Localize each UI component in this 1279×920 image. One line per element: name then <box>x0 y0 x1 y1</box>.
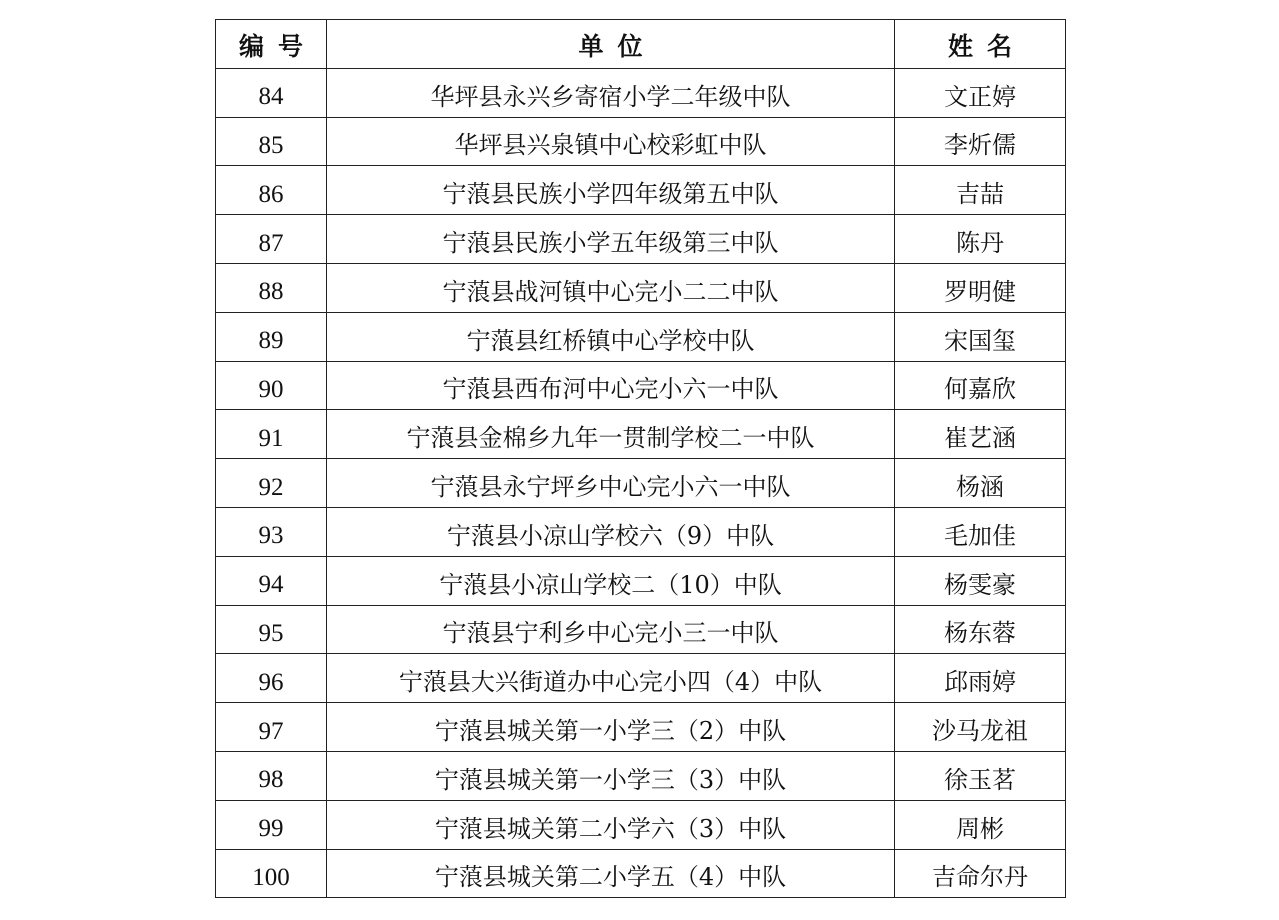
table-row <box>216 703 1066 752</box>
cell-name: 杨涵 <box>895 459 1066 508</box>
table-header <box>216 20 1066 69</box>
cell-unit: 宁蒗县城关第二小学六（3）中队 <box>327 800 895 849</box>
table-row <box>216 215 1066 264</box>
cell-unit: 宁蒗县民族小学四年级第五中队 <box>327 166 895 215</box>
table-row <box>216 459 1066 508</box>
cell-number: 97 <box>216 703 327 752</box>
cell-name: 吉命尔丹 <box>895 849 1066 898</box>
table-row <box>216 117 1066 166</box>
cell-name: 毛加佳 <box>895 507 1066 556</box>
cell-number: 92 <box>216 459 327 508</box>
cell-number: 85 <box>216 117 327 166</box>
table-body <box>216 68 1066 898</box>
table-row <box>216 507 1066 556</box>
cell-number: 87 <box>216 215 327 264</box>
table-row <box>216 800 1066 849</box>
cell-unit: 宁蒗县小凉山学校二（10）中队 <box>327 556 895 605</box>
cell-unit: 宁蒗县永宁坪乡中心完小六一中队 <box>327 459 895 508</box>
cell-name: 邱雨婷 <box>895 654 1066 703</box>
cell-number: 95 <box>216 605 327 654</box>
cell-unit: 华坪县永兴乡寄宿小学二年级中队 <box>327 68 895 117</box>
cell-unit: 宁蒗县战河镇中心完小二二中队 <box>327 263 895 312</box>
cell-name: 宋国玺 <box>895 312 1066 361</box>
cell-number: 100 <box>216 849 327 898</box>
cell-name: 李炘儒 <box>895 117 1066 166</box>
cell-number: 86 <box>216 166 327 215</box>
cell-unit: 宁蒗县大兴街道办中心完小四（4）中队 <box>327 654 895 703</box>
cell-name: 何嘉欣 <box>895 361 1066 410</box>
table-row <box>216 361 1066 410</box>
roster-table <box>215 19 1066 898</box>
cell-name: 周彬 <box>895 800 1066 849</box>
cell-name: 吉喆 <box>895 166 1066 215</box>
table-row <box>216 410 1066 459</box>
table-row <box>216 605 1066 654</box>
cell-number: 99 <box>216 800 327 849</box>
column-header-number: 编号 <box>216 20 327 69</box>
cell-unit: 华坪县兴泉镇中心校彩虹中队 <box>327 117 895 166</box>
cell-name: 崔艺涵 <box>895 410 1066 459</box>
cell-number: 84 <box>216 68 327 117</box>
header-row <box>216 20 1066 69</box>
cell-unit: 宁蒗县宁利乡中心完小三一中队 <box>327 605 895 654</box>
cell-number: 89 <box>216 312 327 361</box>
cell-unit: 宁蒗县金棉乡九年一贯制学校二一中队 <box>327 410 895 459</box>
cell-number: 88 <box>216 263 327 312</box>
table-row <box>216 263 1066 312</box>
cell-number: 90 <box>216 361 327 410</box>
cell-number: 94 <box>216 556 327 605</box>
cell-name: 沙马龙祖 <box>895 703 1066 752</box>
table-row <box>216 849 1066 898</box>
table-row <box>216 654 1066 703</box>
cell-name: 陈丹 <box>895 215 1066 264</box>
cell-unit: 宁蒗县红桥镇中心学校中队 <box>327 312 895 361</box>
table-row <box>216 751 1066 800</box>
cell-unit: 宁蒗县西布河中心完小六一中队 <box>327 361 895 410</box>
cell-name: 杨东蓉 <box>895 605 1066 654</box>
cell-unit: 宁蒗县民族小学五年级第三中队 <box>327 215 895 264</box>
cell-number: 96 <box>216 654 327 703</box>
cell-number: 91 <box>216 410 327 459</box>
cell-name: 罗明健 <box>895 263 1066 312</box>
cell-unit: 宁蒗县城关第一小学三（3）中队 <box>327 751 895 800</box>
cell-unit: 宁蒗县小凉山学校六（9）中队 <box>327 507 895 556</box>
cell-number: 98 <box>216 751 327 800</box>
table-row <box>216 556 1066 605</box>
table-row <box>216 312 1066 361</box>
cell-unit: 宁蒗县城关第一小学三（2）中队 <box>327 703 895 752</box>
table-row <box>216 166 1066 215</box>
column-header-name: 姓名 <box>895 20 1066 69</box>
cell-name: 文正婷 <box>895 68 1066 117</box>
table-row <box>216 68 1066 117</box>
column-header-unit: 单位 <box>327 20 895 69</box>
document-page <box>215 19 1065 898</box>
cell-number: 93 <box>216 507 327 556</box>
cell-name: 徐玉茗 <box>895 751 1066 800</box>
cell-unit: 宁蒗县城关第二小学五（4）中队 <box>327 849 895 898</box>
cell-name: 杨雯豪 <box>895 556 1066 605</box>
